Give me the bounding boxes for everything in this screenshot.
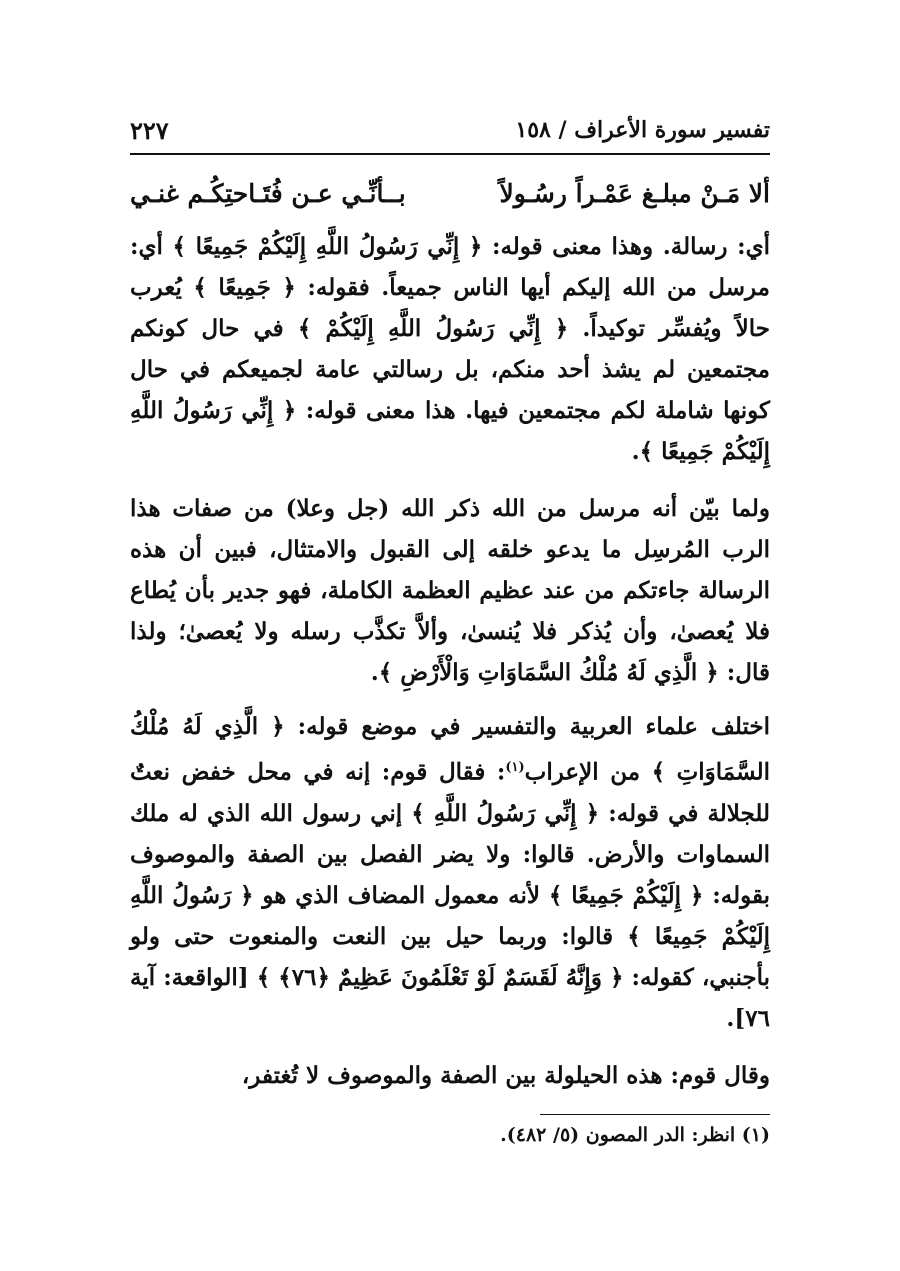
poem-hemistich-left: بــأنِّـي عـن فُتَـاحتِكُـم غنـي xyxy=(130,178,406,208)
poem-verse xyxy=(130,168,770,218)
paragraph-4: وقال قوم: هذه الحيلولة بين الصفة والموصوف لا تُغتفر، xyxy=(241,1062,770,1089)
page-number: ٢٢٧ xyxy=(130,115,169,145)
header-divider xyxy=(130,153,770,155)
footnote-divider xyxy=(540,1114,770,1115)
running-title: تفسير سورة الأعراف / ١٥٨ xyxy=(515,117,770,143)
paragraph-3-part-2: : فقال قوم: إنه في محل خفض نعتٌ للجلالة في قوله: ﴿ إِنِّي رَسُولُ اللَّهِ ﴾ إني رسول الله الذي له ملك السماوات والأرض. قالوا: ولا يضر الفصل بين الصفة والموصوف بقوله: ﴿ إِلَيْكُمْ جَمِيعًا ﴾ لأنه معمول المضاف الذي هو ﴿ رَسُولُ اللَّهِ إِلَيْكُمْ جَمِيعًا ﴾ قالوا: وربما حيل بين النعت والمنعوت حتى ولو بأجنبي، كقوله: ﴿ وَإِنَّهُ لَقَسَمٌ لَوْ تَعْلَمُونَ عَظِيمٌ ﴿٧٦﴾ ﴾ [الواقعة: آية ٧٦]. xyxy=(130,758,771,1032)
page-header xyxy=(130,108,770,152)
poem-hemistich-right: ألا مَـنْ مبلـغ عَمْـراً رسُـولاً xyxy=(499,178,770,208)
paragraph-2: ولما بيّن أنه مرسل من الله ذكر الله (جل وعلا) من صفات هذا الرب المُرسِل ما يدعو خلقه إلى القبول والامتثال، فبين أن هذه الرسالة جاءتكم من عند عظيم العظمة الكاملة، فهو جدير بأن يُطاع فلا يُعصىٰ، وأن يُذكر فلا يُنسىٰ، وألاَّ تكذَّب رسله ولا يُعصىٰ؛ ولذا قال: ﴿ الَّذِي لَهُ مُلْكُ السَّمَاوَاتِ وَالْأَرْضِ ﴾. xyxy=(130,495,770,686)
paragraph-3-part-1: اختلف علماء العربية والتفسير في موضع قوله: ﴿ الَّذِي لَهُ مُلْكُ السَّمَاوَاتِ ﴾ من الإعراب xyxy=(130,713,770,786)
footnote: (١) انظر: الدر المصون (٥/ ٤٨٢). xyxy=(500,1124,770,1146)
paragraph-1: أي: رسالة. وهذا معنى قوله: ﴿ إِنِّي رَسُولُ اللَّهِ إِلَيْكُمْ جَمِيعًا ﴾ أي: مرسل من الله إليكم أيها الناس جميعاً. فقوله: ﴿ جَمِيعًا ﴾ يُعرب حالاً ويُفسِّر توكيداً. ﴿ إِنِّي رَسُولُ اللَّهِ إِلَيْكُمْ ﴾ في حال كونكم مجتمعين لم يشذ أحد منكم، بل رسالتي عامة لجميعكم في حال كونها شاملة لكم مجتمعين فيها. هذا معنى قوله: ﴿ إِنِّي رَسُولُ اللَّهِ إِلَيْكُمْ جَمِيعًا ﴾. xyxy=(130,233,770,465)
footnote-marker: (١) xyxy=(505,760,525,775)
paragraph-3 xyxy=(130,706,770,1039)
